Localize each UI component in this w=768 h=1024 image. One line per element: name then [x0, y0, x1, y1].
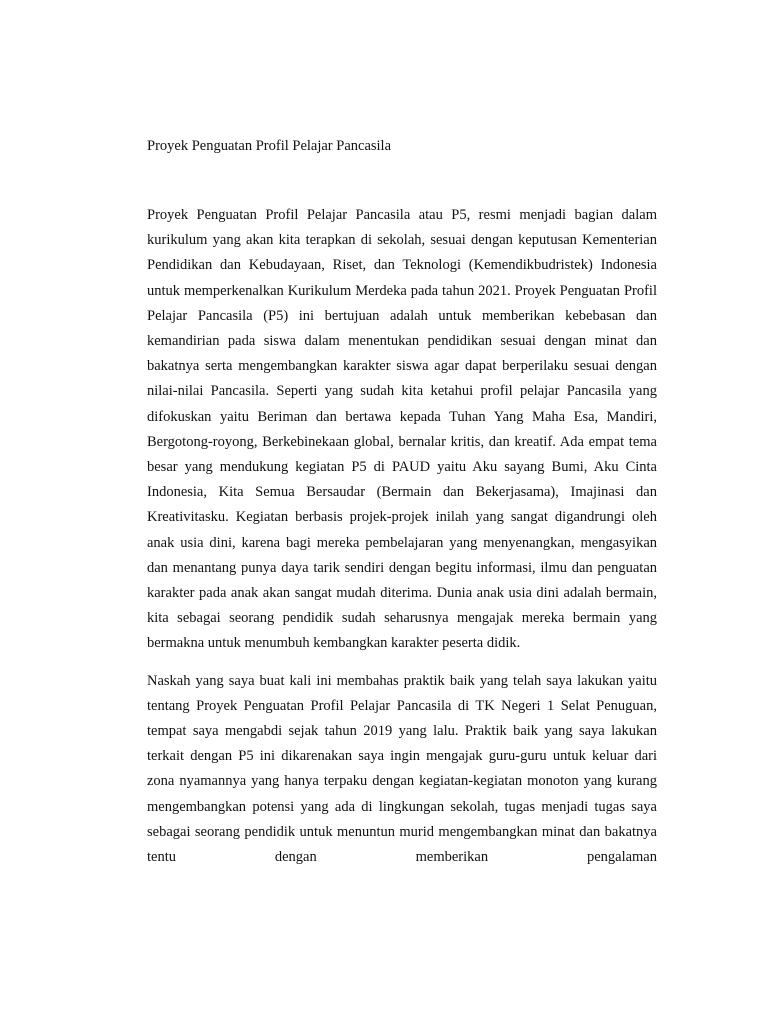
document-title: Proyek Penguatan Profil Pelajar Pancasila [147, 138, 392, 154]
paragraph-1: Proyek Penguatan Profil Pelajar Pancasila atau P5, resmi menjadi bagian dalam kurikulum yang akan kita terapkan di sekolah, sesuai dengan keputusan Kementerian Pendidikan dan Kebudayaan, Riset, dan Teknologi (Kemendikbudristek) Indonesia untuk memperkenalkan Kurikulum Merdeka pada tahun 2021. Proyek Penguatan Profil Pelajar Pancasila (P5) ini bertujuan adalah untuk memberikan kebebasan dan kemandirian pada siswa dalam menentukan pendidikan sesuai dengan minat dan bakatnya serta mengembangkan karakter siswa agar dapat berperilaku sesuai dengan nilai-nilai Pancasila. Seperti yang sudah kita ketahui profil pelajar Pancasila yang difokuskan yaitu Beriman dan bertawa kepada Tuhan Yang Maha Esa, Mandiri, Bergotong-royong, Berkebinekaan global, bernalar kritis, dan kreatif. Ada empat tema besar yang mendukung kegiatan P5 di PAUD yaitu Aku sayang Bumi, Aku Cinta Indonesia, Kita Semua Bersaudar (Bermain dan Bekerjasama), Imajinasi dan Kreativitasku. Kegiatan berbasis projek-projek inilah yang sangat digandrungi oleh anak usia dini, karena bagi mereka pembelajaran yang menyenangkan, mengasyikan dan menantang punya daya tarik sendiri dengan begitu informasi, ilmu dan penguatan karakter pada anak akan sangat mudah diterima. Dunia anak usia dini adalah bermain, kita sebagai seorang pendidik sudah seharusnya mengajak mereka bermain yang bermakna untuk menumbuh kembangkan karakter peserta didik. [147, 207, 657, 652]
document-page [147, 135, 657, 882]
paragraph-2: Naskah yang saya buat kali ini membahas praktik baik yang telah saya lakukan yaitu tentang Proyek Penguatan Profil Pelajar Pancasila di TK Negeri 1 Selat Penuguan, tempat saya mengabdi sejak tahun 2019 yang lalu. Praktik baik yang saya lakukan terkait dengan P5 ini dikarenakan saya ingin mengajak guru-guru untuk keluar dari zona nyamannya yang hanya terpaku dengan kegiatan-kegiatan monoton yang kurang mengembangkan potensi yang ada di lingkungan sekolah, tugas menjadi tugas saya sebagai seorang pendidik untuk menuntun murid mengembangkan minat dan bakatnya tentu dengan memberikan pengalaman [147, 672, 657, 866]
